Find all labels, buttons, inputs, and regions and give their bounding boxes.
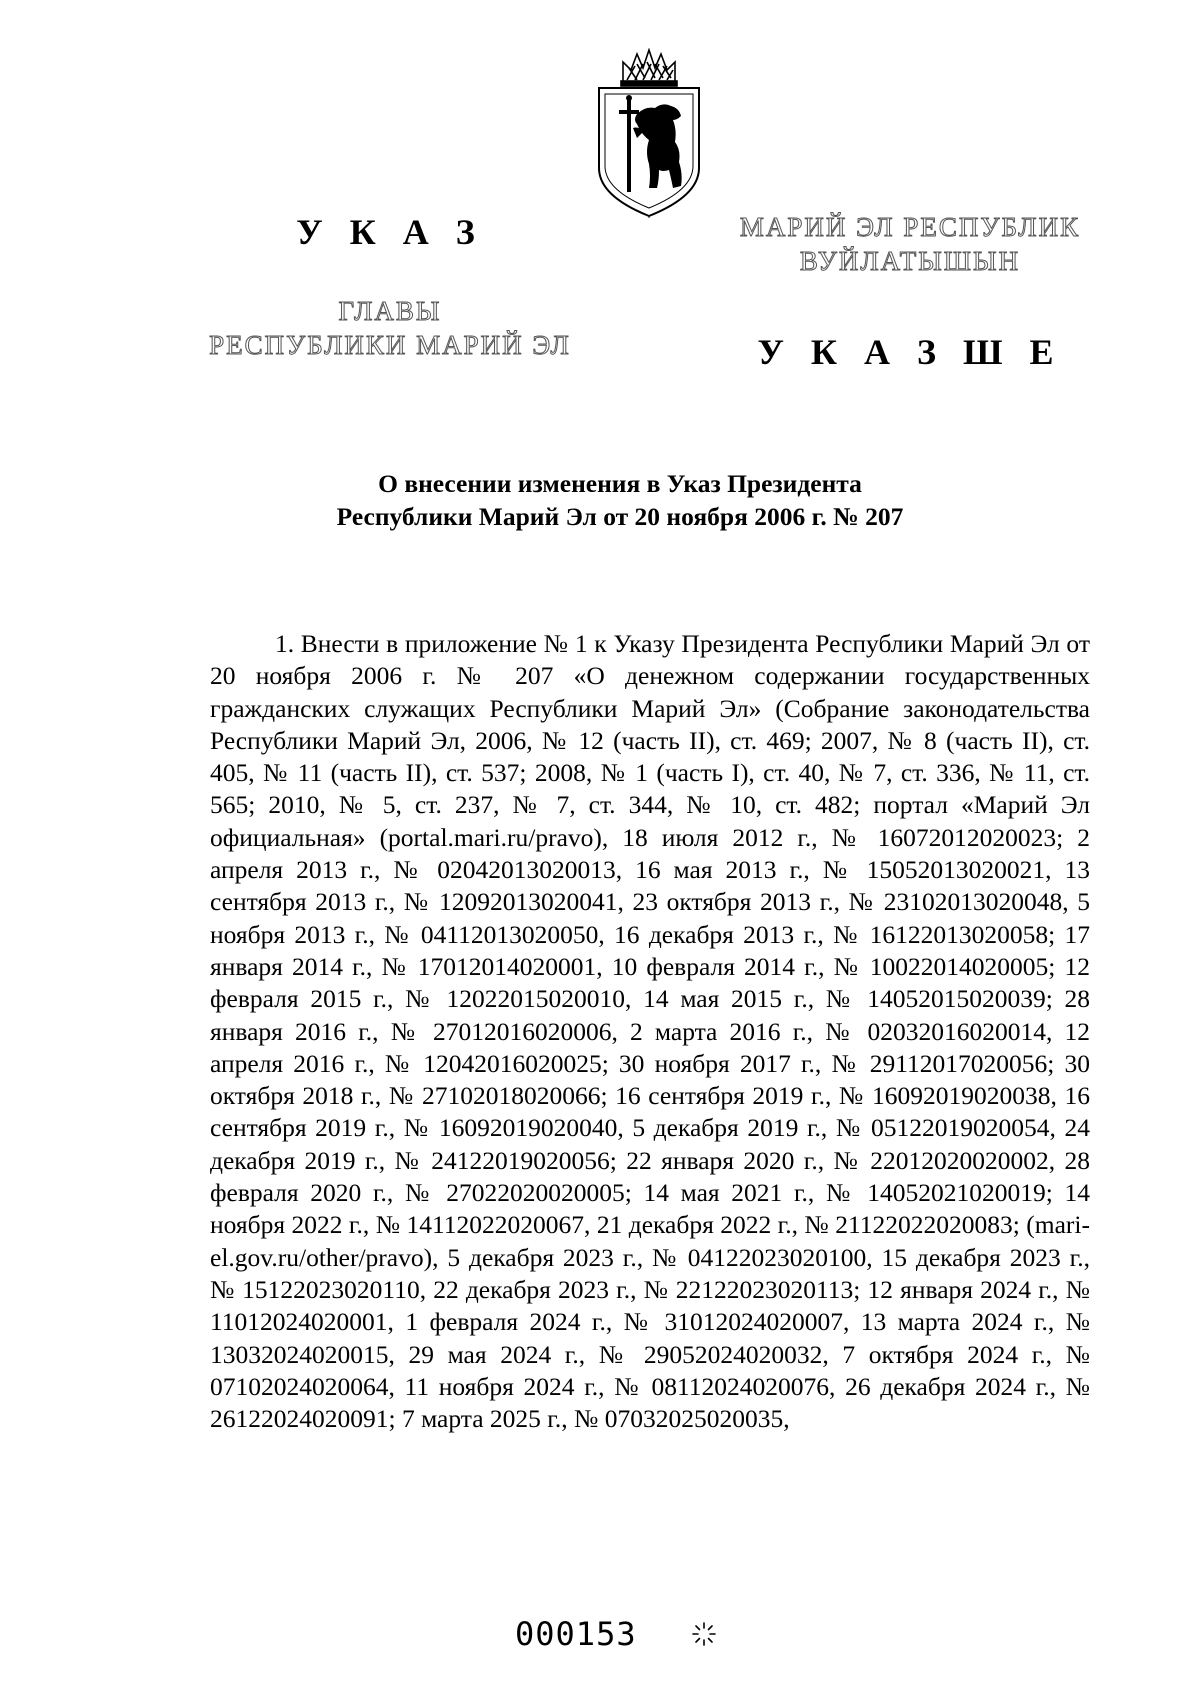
document-title [120, 467, 1120, 533]
serial-number: 000153 [515, 1615, 637, 1653]
snowflake-icon [690, 1620, 718, 1648]
org-name-ru-line2: РЕСПУБЛИКИ МАРИЙ ЭЛ [209, 330, 571, 360]
coat-of-arms-emblem [593, 48, 705, 218]
header-right [700, 210, 1120, 374]
document-title-line2: Республики Марий Эл от 20 ноября 2006 г. № 207 [336, 502, 904, 531]
org-name-mari-line2: ВУЙЛАТЫШЫН [799, 246, 1021, 276]
ukaz-title-ru: У К А З [296, 212, 484, 252]
org-name-ru [170, 294, 610, 362]
bear-with-sword-icon [619, 95, 682, 192]
crown-icon [621, 50, 677, 86]
body-paragraph: 1. Внести в приложение № 1 к Указу Президента Республики Марий Эл от 20 ноября 2006 г. № 207 «О денежном содержании государственных гражданских служащих Республики Марий Эл» (Собрание законодательства Республики Марий Эл, 2006, № 12 (часть II), ст. 469; 2007, № 8 (часть II), ст. 405, № 11 (часть II), ст. 537; 2008, № 1 (часть I), ст. 40, № 7, ст. 336, № 11, ст. 565; 2010, № 5, ст. 237, № 7, ст. 344, № 10, ст. 482; портал «Марий Эл официальная» (portal.mari.ru/pravo), 18 июля 2012 г., № 16072012020023; 2 апреля 2013 г., № 02042013020013, 16 мая 2013 г., № 15052013020021, 13 сентября 2013 г., № 12092013020041, 23 октября 2013 г., № 23102013020048, 5 ноября 2013 г., № 04112013020050, 16 декабря 2013 г., № 16122013020058; 17 января 2014 г., № 17012014020001, 10 февраля 2014 г., № 10022014020005; 12 февраля 2015 г., № 12022015020010, 14 мая 2015 г., № 14052015020039; 28 января 2016 г., № 27012016020006, 2 марта 2016 г., № 02032016020014, 12 апреля 2016 г., № 12042016020025; 30 ноября 2017 г., № 29112017020056; 30 октября 2018 г., № 27102018020066; 16 сентября 2019 г., № 16092019020038, 16 сентября 2019 г., № 16092019020040, 5 декабря 2019 г., № 05122019020054, 24 декабря 2019 г., № 24122019020056; 22 января 2020 г., № 22012020020002, 28 февраля 2020 г., № 27022020020005; 14 мая 2021 г., № 14052021020019; 14 ноября 2022 г., № 14112022020067, 21 декабря 2022 г., № 21122022020083; (mari-el.gov.ru/other/pravo), 5 декабря 2023 г., № 04122023020100, 15 декабря 2023 г., № 15122023020110, 22 декабря 2023 г., № 22122023020113; 12 января 2024 г., № 11012024020001, 1 февраля 2024 г., № 31012024020007, 13 марта 2024 г., № 13032024020015, 29 мая 2024 г., № 29052024020032, 7 октября 2024 г., № 07102024020064, 11 ноября 2024 г., № 08112024020076, 26 декабря 2024 г., № 26122024020091; 7 марта 2025 г., № 07032025020035, [210, 629, 1090, 1434]
ukaz-title-mari: У К А З Ш Е [757, 332, 1063, 372]
document-title-line1: О внесении изменения в Указ Президента [378, 469, 862, 498]
header-left [170, 210, 610, 362]
org-name-ru-line1: ГЛАВЫ [338, 296, 442, 326]
org-name-mari-line1: МАРИЙ ЭЛ РЕСПУБЛИК [739, 212, 1081, 242]
